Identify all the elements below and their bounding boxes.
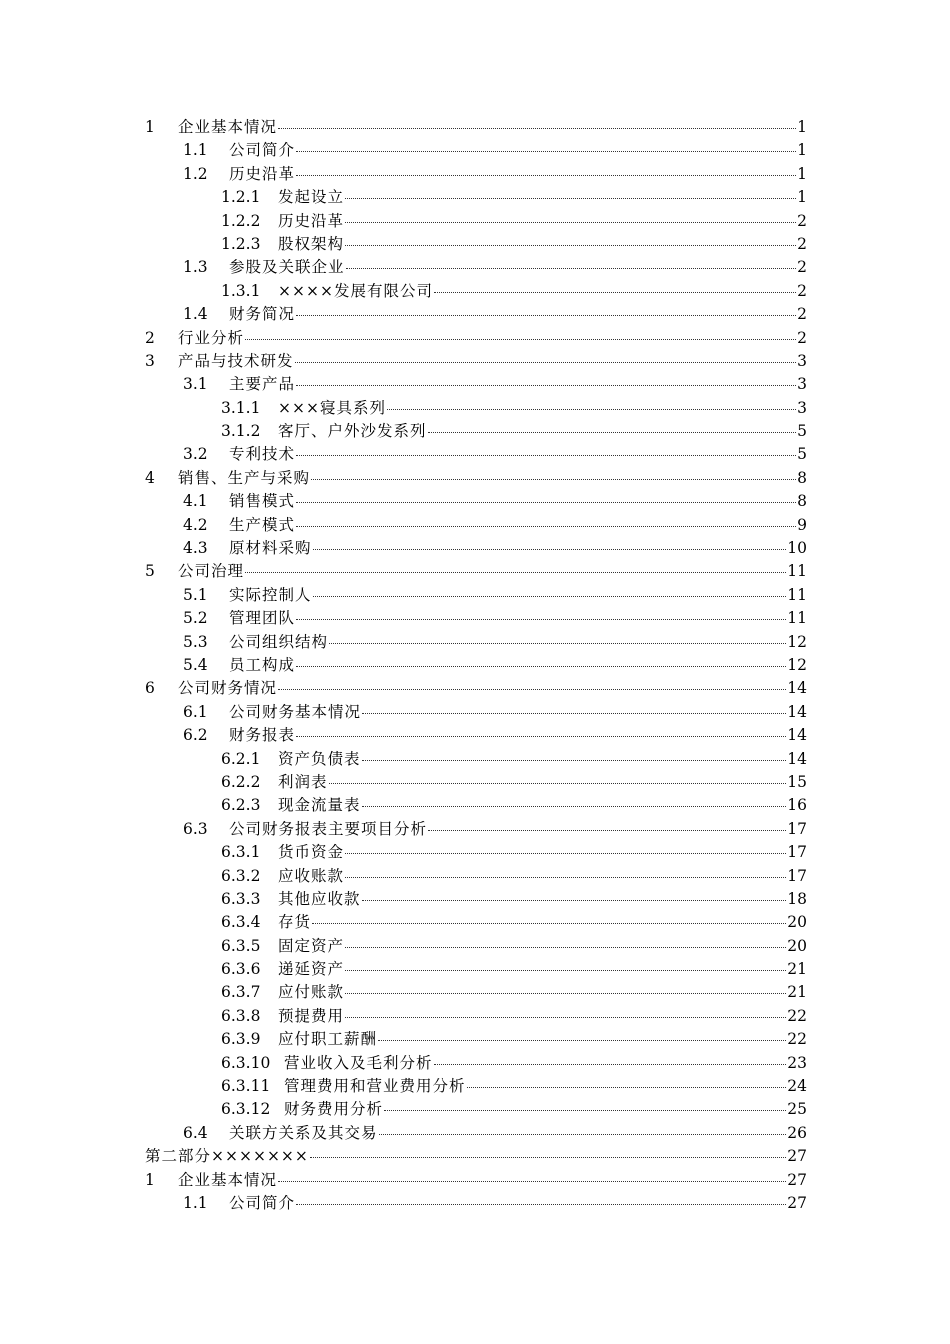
toc-entry-page-number: 11 — [787, 585, 807, 604]
toc-entry-page-number: 15 — [787, 772, 807, 791]
toc-entry[interactable] — [145, 724, 807, 747]
toc-entry-number: 6 — [145, 679, 155, 698]
toc-entry[interactable] — [145, 467, 807, 490]
toc-entry-page-number: 27 — [787, 1147, 807, 1166]
toc-entry-number: 1.3 — [183, 258, 208, 277]
toc-entry[interactable] — [145, 1052, 807, 1075]
toc-entry[interactable] — [145, 958, 807, 981]
toc-entry-number: 4.1 — [183, 492, 208, 511]
dot-leader — [428, 830, 786, 831]
toc-entry-page-number: 11 — [787, 609, 807, 628]
toc-entry-number: 6.3.5 — [221, 936, 261, 955]
toc-entry[interactable] — [145, 373, 807, 396]
toc-entry-page-number: 14 — [787, 679, 807, 698]
toc-entry-title: 管理团队 — [229, 609, 296, 628]
toc-entry-page-number: 1 — [797, 141, 807, 160]
toc-entry-page-number: 26 — [787, 1123, 807, 1142]
toc-entry-page-number: 18 — [787, 889, 807, 908]
toc-entry-number: 5 — [145, 562, 155, 581]
dot-leader — [345, 853, 786, 854]
toc-entry-page-number: 20 — [787, 913, 807, 932]
toc-entry[interactable] — [145, 256, 807, 279]
toc-entry[interactable] — [145, 794, 807, 817]
toc-entry-number: 3.1 — [183, 375, 208, 394]
toc-entry[interactable] — [145, 233, 807, 256]
toc-entry-page-number: 9 — [797, 515, 807, 534]
toc-entry-page-number: 3 — [797, 351, 807, 370]
dot-leader — [345, 877, 786, 878]
dot-leader — [362, 806, 787, 807]
toc-entry-page-number: 11 — [787, 562, 807, 581]
toc-entry-number: 6.3.1 — [221, 843, 261, 862]
toc-entry-number: 6.3.7 — [221, 983, 261, 1002]
toc-entry-number: 1.2.1 — [221, 188, 261, 207]
toc-entry-page-number: 14 — [787, 749, 807, 768]
toc-entry-page-number: 14 — [787, 726, 807, 745]
dot-leader — [434, 292, 796, 293]
toc-entry-page-number: 1 — [797, 164, 807, 183]
toc-entry[interactable] — [145, 631, 807, 654]
dot-leader — [278, 689, 786, 690]
toc-entry-number: 6.3.9 — [221, 1030, 261, 1049]
toc-entry-title: 员工构成 — [229, 655, 296, 674]
dot-leader — [345, 245, 796, 246]
toc-entry-title: 销售、生产与采购 — [178, 468, 311, 487]
toc-entry-number: 1.2.2 — [221, 211, 261, 230]
toc-entry-title: 公司财务基本情况 — [229, 702, 362, 721]
toc-entry-page-number: 2 — [797, 305, 807, 324]
toc-entry-title: 行业分析 — [178, 328, 245, 347]
toc-entry-title: 企业基本情况 — [178, 118, 278, 136]
toc-entry-title: 应收账款 — [278, 866, 345, 885]
dot-leader — [345, 947, 786, 948]
dot-leader — [362, 900, 787, 901]
dot-leader — [345, 970, 786, 971]
dot-leader — [329, 643, 786, 644]
toc-entry-title: 财务简况 — [229, 305, 296, 324]
toc-entry[interactable] — [145, 1028, 807, 1051]
dot-leader — [362, 713, 786, 714]
dot-leader — [296, 151, 796, 152]
toc-entry-page-number: 20 — [787, 936, 807, 955]
toc-entry-title: 参股及关联企业 — [229, 258, 345, 277]
toc-entry-number: 6.2.1 — [221, 749, 261, 768]
toc-entry-page-number: 2 — [797, 258, 807, 277]
toc-entry-title: 发起设立 — [278, 188, 345, 207]
toc-entry[interactable] — [145, 818, 807, 841]
toc-entry[interactable] — [145, 397, 807, 420]
toc-entry[interactable] — [145, 514, 807, 537]
toc-entry[interactable] — [145, 771, 807, 794]
toc-entry-title: 企业基本情况 — [178, 1170, 278, 1189]
toc-entry[interactable] — [145, 935, 807, 958]
toc-entry-number: 1.1 — [183, 141, 208, 160]
toc-entry-title: 应付职工薪酬 — [278, 1030, 378, 1049]
toc-entry-title: 股权架构 — [278, 234, 345, 253]
toc-entry-number: 1.3.1 — [221, 281, 261, 300]
toc-entry[interactable] — [145, 677, 807, 700]
toc-entry-page-number: 12 — [787, 655, 807, 674]
toc-entry[interactable] — [145, 303, 807, 326]
toc-entry[interactable] — [145, 490, 807, 513]
toc-entry-title: 关联方关系及其交易 — [229, 1123, 378, 1142]
dot-leader — [296, 502, 796, 503]
toc-entry-number: 3.1.2 — [221, 422, 261, 441]
toc-entry-page-number: 10 — [787, 539, 807, 558]
toc-entry-number: 3 — [145, 351, 155, 370]
toc-entry-title: 现金流量表 — [278, 796, 361, 815]
toc-entry[interactable] — [145, 748, 807, 771]
dot-leader — [345, 222, 796, 223]
dot-leader — [296, 315, 796, 316]
toc-entry-page-number: 1 — [797, 188, 807, 207]
dot-leader — [434, 1064, 787, 1065]
toc-entry[interactable] — [145, 537, 807, 560]
toc-entry[interactable] — [145, 560, 807, 583]
dot-leader — [310, 1157, 786, 1158]
toc-entry-number: 6.3.3 — [221, 889, 261, 908]
toc-entry-title: 专利技术 — [229, 445, 296, 464]
dot-leader — [245, 339, 796, 340]
toc-entry-page-number: 2 — [797, 328, 807, 347]
toc-entry[interactable] — [145, 443, 807, 466]
toc-entry-title: 主要产品 — [229, 375, 296, 394]
toc-entry-number: 2 — [145, 328, 155, 347]
dot-leader — [311, 479, 796, 480]
toc-entry-number: 1 — [145, 118, 155, 136]
toc-entry-title: 公司治理 — [178, 562, 245, 581]
toc-entry-page-number: 8 — [797, 468, 807, 487]
toc-entry-number: 6.2.3 — [221, 796, 261, 815]
toc-entry-number: 4.2 — [183, 515, 208, 534]
toc-entry-page-number: 22 — [787, 1030, 807, 1049]
toc-entry[interactable] — [145, 1192, 807, 1215]
toc-entry-number: 6.4 — [183, 1123, 208, 1142]
toc-entry[interactable] — [145, 420, 807, 443]
dot-leader — [278, 128, 796, 129]
dot-leader — [245, 572, 786, 573]
dot-leader — [428, 432, 797, 433]
toc-entry-title: 公司组织结构 — [229, 632, 329, 651]
dot-leader — [346, 268, 797, 269]
toc-entry-title: 生产模式 — [229, 515, 296, 534]
toc-entry[interactable] — [145, 210, 807, 233]
toc-entry-title: 财务报表 — [229, 726, 296, 745]
toc-entry-title: 公司财务情况 — [178, 679, 278, 698]
toc-entry-number: 6.2 — [183, 726, 208, 745]
toc-entry-page-number: 5 — [797, 422, 807, 441]
toc-entry-page-number: 21 — [787, 983, 807, 1002]
toc-entry-number: 6.3.8 — [221, 1006, 261, 1025]
toc-entry-number: 1.2.3 — [221, 234, 261, 253]
dot-leader — [345, 1017, 786, 1018]
dot-leader — [295, 362, 797, 363]
toc-entry-title: 第二部分××××××× — [145, 1147, 309, 1166]
toc-entry-page-number: 3 — [797, 375, 807, 394]
toc-entry-number: 1 — [145, 1170, 155, 1189]
dot-leader — [345, 993, 786, 994]
dot-leader — [345, 198, 796, 199]
toc-entry-title: 递延资产 — [278, 960, 345, 979]
dot-leader — [313, 549, 787, 550]
toc-entry-page-number: 22 — [787, 1006, 807, 1025]
toc-entry-title: 应付账款 — [278, 983, 345, 1002]
toc-entry[interactable] — [145, 350, 807, 373]
toc-entry-number: 6.3.10 — [221, 1053, 271, 1072]
dot-leader — [278, 1181, 786, 1182]
toc-entry-title: 历史沿革 — [278, 211, 345, 230]
toc-entry-number: 6.3 — [183, 819, 208, 838]
toc-entry-title: 销售模式 — [229, 492, 296, 511]
toc-entry-title: 原材料采购 — [229, 539, 312, 558]
toc-entry-number: 6.3.2 — [221, 866, 261, 885]
toc-entry-page-number: 2 — [797, 281, 807, 300]
toc-entry[interactable] — [145, 186, 807, 209]
toc-entry-page-number: 2 — [797, 234, 807, 253]
toc-entry-page-number: 5 — [797, 445, 807, 464]
toc-entry-title: 客厅、户外沙发系列 — [278, 422, 427, 441]
toc-entry-title: 其他应收款 — [278, 889, 361, 908]
toc-entry[interactable] — [145, 327, 807, 350]
dot-leader — [384, 1110, 786, 1111]
toc-entry[interactable] — [145, 280, 807, 303]
toc-entry-number: 6.2.2 — [221, 772, 261, 791]
toc-entry-page-number: 21 — [787, 960, 807, 979]
toc-entry-number: 1.1 — [183, 1193, 208, 1212]
toc-entry-number: 6.3.6 — [221, 960, 261, 979]
toc-entry-number: 6.1 — [183, 702, 208, 721]
toc-entry[interactable] — [145, 584, 807, 607]
dot-leader — [362, 760, 787, 761]
toc-entry-title: 预提费用 — [278, 1006, 345, 1025]
dot-leader — [467, 1087, 787, 1088]
toc-entry[interactable] — [145, 981, 807, 1004]
toc-entry-number: 6.3.11 — [221, 1077, 271, 1096]
toc-entry-page-number: 14 — [787, 702, 807, 721]
toc-entry-number: 5.3 — [183, 632, 208, 651]
toc-entry-page-number: 27 — [787, 1193, 807, 1212]
toc-entry-number: 6.3.4 — [221, 913, 261, 932]
toc-entry-title: ×××寝具系列 — [278, 398, 386, 417]
toc-entry-number: 4.3 — [183, 539, 208, 558]
toc-entry[interactable] — [145, 1075, 807, 1098]
toc-entry[interactable] — [145, 888, 807, 911]
toc-entry-page-number: 16 — [787, 796, 807, 815]
dot-leader — [296, 526, 796, 527]
toc-entry-page-number: 17 — [787, 819, 807, 838]
toc-entry-page-number: 27 — [787, 1170, 807, 1189]
toc-entry-title: 固定资产 — [278, 936, 345, 955]
toc-entry[interactable] — [145, 841, 807, 864]
dot-leader — [312, 923, 786, 924]
toc-entry-number: 5.1 — [183, 585, 208, 604]
toc-entry-page-number: 17 — [787, 843, 807, 862]
dot-leader — [296, 175, 796, 176]
toc-entry[interactable] — [145, 911, 807, 934]
toc-entry[interactable] — [145, 163, 807, 186]
toc-entry-title: 产品与技术研发 — [178, 351, 294, 370]
dot-leader — [313, 596, 787, 597]
toc-entry[interactable] — [145, 1145, 807, 1168]
toc-entry-title: 公司简介 — [229, 1193, 296, 1212]
toc-entry-page-number: 12 — [787, 632, 807, 651]
toc-entry[interactable] — [145, 1122, 807, 1145]
toc-entry[interactable] — [145, 1169, 807, 1192]
toc-entry-title: 管理费用和营业费用分析 — [284, 1077, 466, 1096]
toc-entry-page-number: 25 — [787, 1100, 807, 1119]
toc-entry-number: 1.4 — [183, 305, 208, 324]
toc-entry-number: 6.3.12 — [221, 1100, 271, 1119]
toc-entry-number: 5.4 — [183, 655, 208, 674]
dot-leader — [296, 736, 786, 737]
toc-entry-page-number: 2 — [797, 211, 807, 230]
toc-entry-number: 3.2 — [183, 445, 208, 464]
toc-entry-title: ××××发展有限公司 — [278, 281, 433, 300]
toc-entry-page-number: 17 — [787, 866, 807, 885]
toc-entry-title: 营业收入及毛利分析 — [284, 1053, 433, 1072]
toc-entry[interactable] — [145, 1005, 807, 1028]
toc-entry[interactable] — [145, 654, 807, 677]
toc-entry[interactable] — [145, 1098, 807, 1121]
dot-leader — [379, 1134, 787, 1135]
dot-leader — [387, 409, 796, 410]
toc-entry-title: 公司财务报表主要项目分析 — [229, 819, 428, 838]
dot-leader — [296, 385, 796, 386]
toc-entry-number: 5.2 — [183, 609, 208, 628]
toc-entry-page-number: 1 — [797, 118, 807, 136]
dot-leader — [329, 783, 787, 784]
toc-entry-title: 实际控制人 — [229, 585, 312, 604]
toc-entry-number: 1.2 — [183, 164, 208, 183]
toc-entry[interactable] — [145, 607, 807, 630]
toc-entry-title: 公司简介 — [229, 141, 296, 160]
dot-leader — [378, 1040, 786, 1041]
dot-leader — [296, 455, 796, 456]
toc-entry-title: 财务费用分析 — [284, 1100, 384, 1119]
toc-entry-title: 存货 — [278, 913, 312, 932]
toc-entry[interactable] — [145, 865, 807, 888]
toc-entry-page-number: 8 — [797, 492, 807, 511]
dot-leader — [296, 666, 786, 667]
dot-leader — [296, 619, 786, 620]
table-of-contents — [145, 116, 807, 1215]
toc-entry[interactable] — [145, 139, 807, 162]
toc-entry[interactable] — [145, 701, 807, 724]
toc-entry-title: 历史沿革 — [229, 164, 296, 183]
toc-entry-page-number: 3 — [797, 398, 807, 417]
toc-entry-title: 利润表 — [278, 772, 328, 791]
toc-entry-page-number: 24 — [787, 1077, 807, 1096]
toc-entry-number: 4 — [145, 468, 155, 487]
toc-entry-page-number: 23 — [787, 1053, 807, 1072]
toc-entry[interactable] — [145, 116, 807, 139]
toc-entry-title: 资产负债表 — [278, 749, 361, 768]
toc-entry-number: 3.1.1 — [221, 398, 261, 417]
toc-entry-title: 货币资金 — [278, 843, 345, 862]
dot-leader — [296, 1204, 786, 1205]
